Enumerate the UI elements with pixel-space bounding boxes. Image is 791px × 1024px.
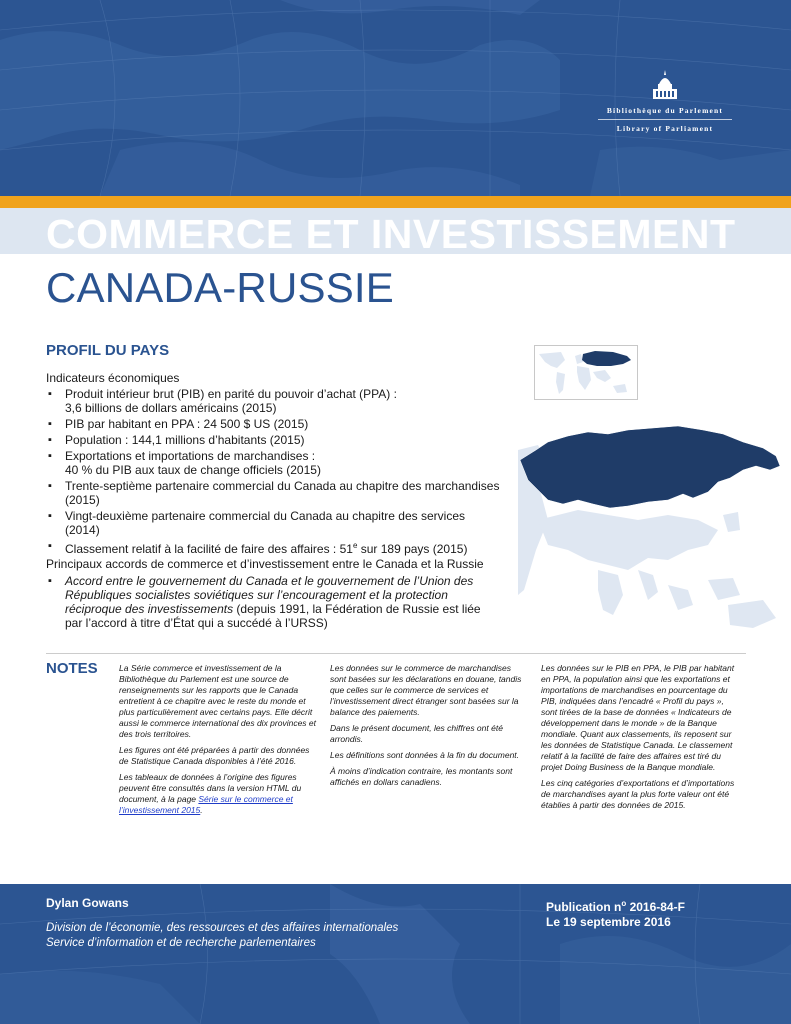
division-line: Division de l’économie, des ressources et des affaires internationales [46, 922, 399, 934]
list-item [46, 417, 501, 431]
notes-column-2 [330, 663, 528, 793]
note-paragraph: Les figures ont été préparées à partir des données de Statistique Canada disponibles à l’été 2016. [119, 745, 310, 766]
notes-column-1 [119, 663, 317, 821]
russia-region-map [518, 420, 791, 630]
note-text: Les tableaux de données à l’origine des figures peuvent être consultés dans la version HTML du document, à la page [119, 772, 302, 804]
series-link[interactable]: Série sur le commerce et l’investissement 2015 [119, 794, 293, 815]
pub-text-rest: 2016-84-F [626, 900, 685, 914]
header-banner [0, 0, 791, 196]
author-name: Dylan Gowans [46, 896, 129, 910]
accent-stripe [0, 196, 791, 208]
list-item [46, 479, 501, 507]
note-paragraph: La Série commerce et investissement de la Bibliothèque du Parlement est une source de renseignements sur les rapports que le Canada entretient à ce chapitre avec le reste du monde et plus particulièrement avec certains pays. Elle décrit aussi le commerce international des dix provinces et des trois territoires. [119, 663, 317, 739]
parliament-library-icon [651, 70, 679, 100]
agreements-list [46, 574, 501, 630]
note-paragraph: Les cinq catégories d’exportations et d’importations de marchandises ayant la plus forte valeur ont été établies à partir des données de 2015. [541, 778, 735, 810]
indicator-line: Trente-septième partenaire commercial du Canada au chapitre des marchandises [65, 479, 500, 493]
note-paragraph: Les données sur le PIB en PPA, le PIB par habitant en PPA, la population ainsi que les exportations et importations de marchandises en pourcentage du PIB, indiquées dans l’encadré « Profil du pays », sont tirées de la base de données « Indicateurs de développement dans le monde » de la Banque mondiale. Quant aux classements, ils reposent sur les données de Statistique Canada. Le classement relatif à la facilité de faire des affaires est tiré du projet Doing Business de la Banque mondiale. [541, 663, 735, 772]
pub-text: Publication n [546, 900, 622, 914]
world-locator-map [534, 345, 638, 400]
notes-heading: NOTES [46, 660, 98, 677]
series-title: COMMERCE ET INVESTISSEMENT [46, 211, 736, 257]
list-item [46, 433, 501, 447]
publication-date: Le 19 septembre 2016 [546, 915, 671, 929]
notes-column-3 [541, 663, 741, 816]
facility-text: Classement relatif à la facilité de faire des affaires : 51 [65, 542, 353, 556]
series-banner [0, 208, 791, 257]
agreement-title: Accord entre le gouvernement du Canada et le gouvernement de l’Union des Républiques socialistes soviétiques sur l’encouragement et la protection réciproque des investissements [65, 574, 474, 616]
note-text: . [200, 805, 203, 815]
list-item [46, 449, 501, 477]
list-item [46, 574, 501, 630]
agreements-heading: Principaux accords de commerce et d’investissement entre le Canada et la Russie [46, 557, 484, 571]
indicators-list [46, 387, 501, 558]
indicators-heading: Indicateurs économiques [46, 371, 180, 385]
indicator-line: (2015) [65, 493, 100, 507]
profile-heading: PROFIL DU PAYS [46, 342, 170, 359]
note-paragraph: Les définitions sont données à la fin du document. [330, 750, 520, 760]
note-paragraph: Les données sur le commerce de marchandises sont basées sur les déclarations en douane, tandis que celles sur le commerce de services et l’investissement direct étranger sont basées sur la balance des paiements. [330, 663, 522, 717]
indicator-line: 3,6 billions de dollars américains (2015) [65, 401, 277, 415]
pub-sup: o [621, 899, 627, 908]
section-divider [46, 653, 746, 654]
list-item [46, 387, 501, 415]
indicator-line: Vingt-deuxième partenaire commercial du Canada au chapitre des services (2014) [65, 509, 465, 537]
page-title: CANADA-RUSSIE [46, 264, 394, 311]
note-paragraph [119, 772, 317, 816]
logo-line-english: Library of Parliament [616, 124, 714, 133]
logo-line-french: Bibliothèque du Parlement [598, 106, 732, 120]
indicator-line: 40 % du PIB aux taux de change officiels (2015) [65, 463, 321, 477]
indicator-line: PIB par habitant en PPA : 24 500 $ US (2015) [65, 417, 309, 431]
list-item [46, 539, 501, 556]
list-item [46, 509, 501, 537]
facility-sup: e [352, 541, 358, 550]
note-paragraph: À moins d’indication contraire, les montants sont affichés en dollars canadiens. [330, 766, 513, 787]
facility-text-rest: sur 189 pays (2015) [357, 542, 468, 556]
division-info [46, 921, 398, 951]
note-paragraph: Dans le présent document, les chiffres ont été arrondis. [330, 723, 503, 744]
footer [0, 884, 791, 1024]
publication-info [546, 896, 685, 930]
indicator-line: Exportations et importations de marchandises : [65, 449, 316, 463]
indicator-line: Population : 144,1 millions d’habitants (2015) [65, 433, 305, 447]
indicator-line: Produit intérieur brut (PIB) en parité du pouvoir d’achat (PPA) : [65, 387, 397, 401]
library-of-parliament-logo[interactable] [590, 70, 740, 133]
service-line: Service d’information et de recherche parlementaires [46, 937, 316, 949]
publication-number [546, 896, 685, 915]
agreement-note: (depuis 1991, la Fédération de Russie est liée par l’accord à titre d’État qui a succédé à l’URSS) [65, 602, 481, 630]
